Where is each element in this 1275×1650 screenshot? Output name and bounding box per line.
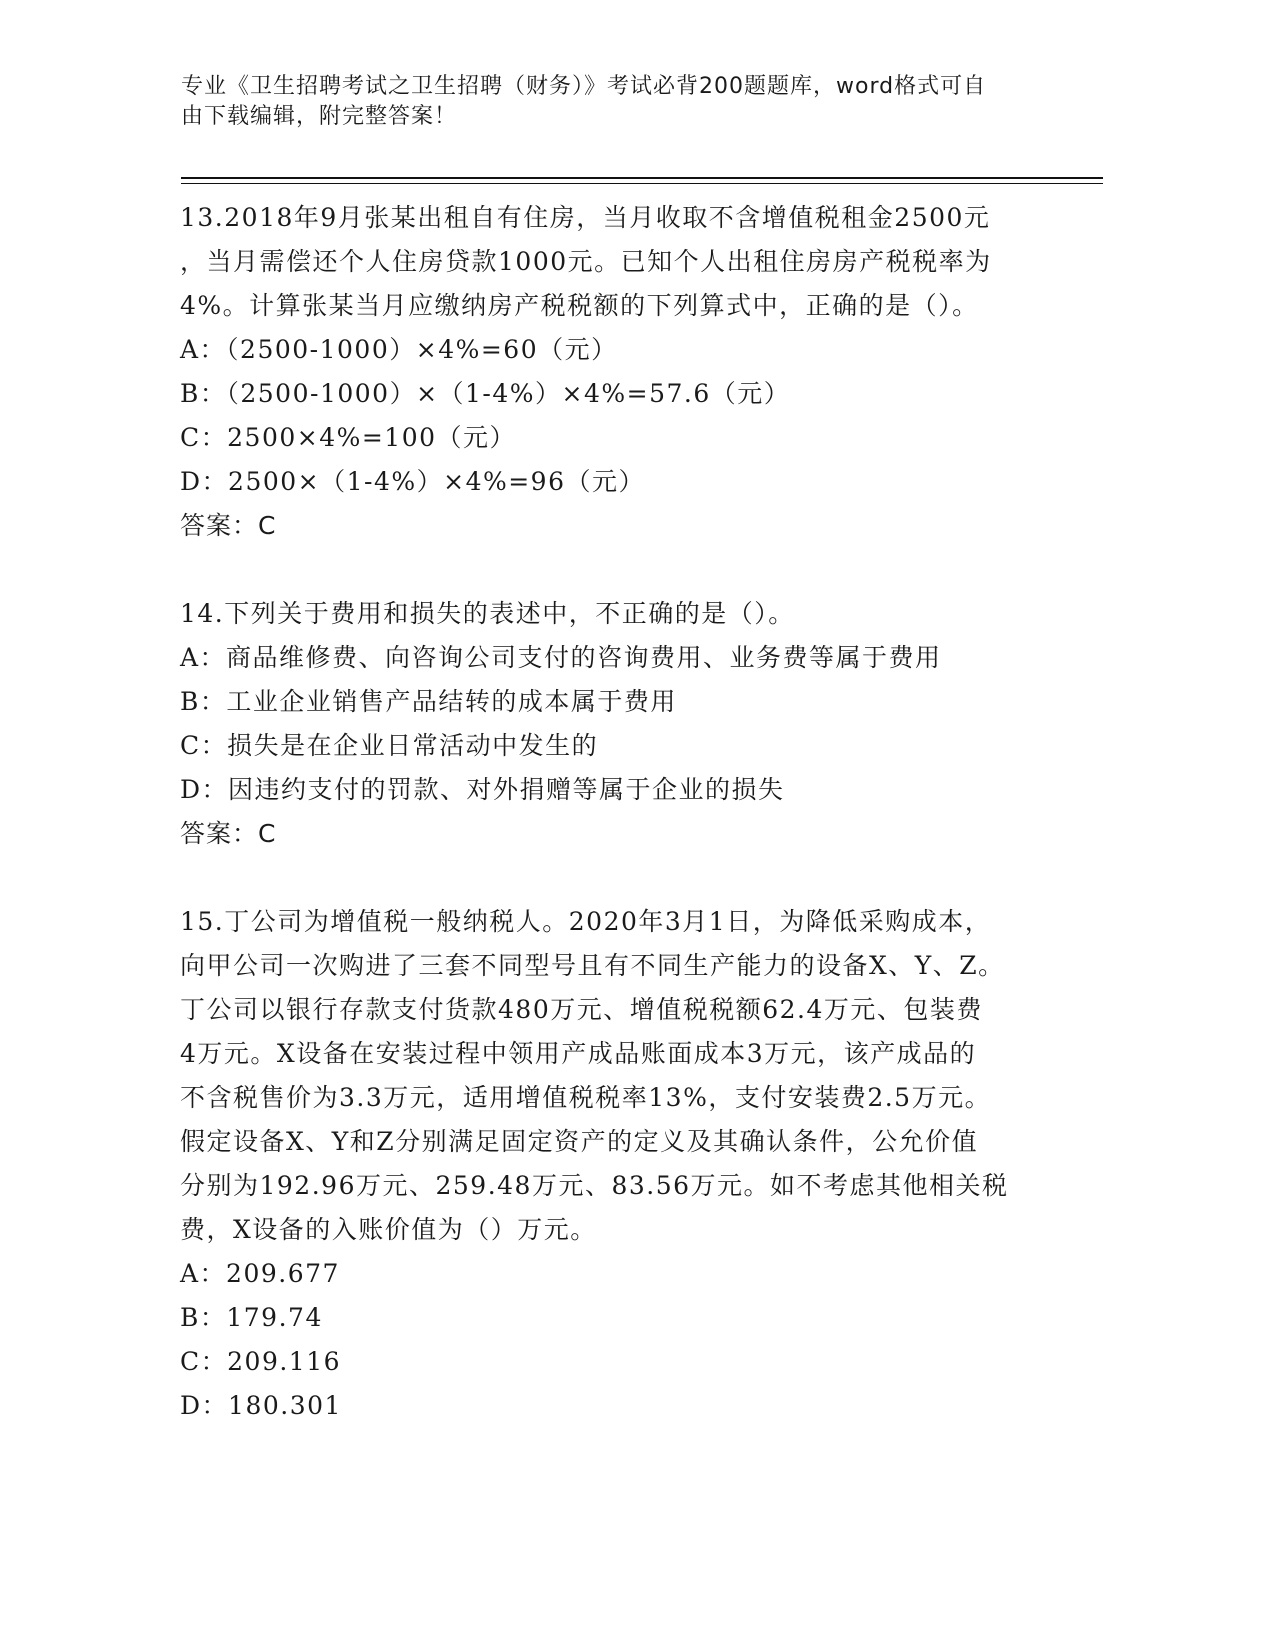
question-15 bbox=[180, 900, 1040, 1428]
header-divider-thick bbox=[181, 177, 1103, 179]
answer-line: 答案：C bbox=[180, 819, 277, 848]
option-c: C：2500×4%=100（元） bbox=[180, 423, 517, 452]
option-d: D：180.301 bbox=[180, 1391, 342, 1420]
question-stem-line: 15.丁公司为增值税一般纳税人。2020年3月1日，为降低采购成本， bbox=[180, 907, 992, 936]
question-stem-line: ，当月需偿还个人住房贷款1000元。已知个人出租住房房产税税率为 bbox=[180, 247, 992, 276]
question-stem-line: 4万元。X设备在安装过程中领用产成品账面成本3万元，该产成品的 bbox=[180, 1039, 977, 1068]
question-stem-line: 13.2018年9月张某出租自有住房，当月收取不含增值税租金2500元 bbox=[180, 203, 991, 232]
option-b: B：（2500-1000）×（1-4%）×4%=57.6（元） bbox=[180, 379, 791, 408]
option-a: A：（2500-1000）×4%=60（元） bbox=[180, 335, 618, 364]
option-a: A：商品维修费、向咨询公司支付的咨询费用、业务费等属于费用 bbox=[180, 643, 942, 672]
option-a: A：209.677 bbox=[180, 1259, 340, 1288]
question-list bbox=[180, 196, 1040, 1472]
question-14 bbox=[180, 592, 1040, 856]
header-line-2: 由下载编辑，附完整答案！ bbox=[181, 104, 458, 129]
option-d: D：2500×（1-4%）×4%=96（元） bbox=[180, 467, 645, 496]
question-stem-line: 14.下列关于费用和损失的表述中，不正确的是（）。 bbox=[180, 599, 795, 628]
question-13 bbox=[180, 196, 1040, 548]
option-d: D：因违约支付的罚款、对外捐赠等属于企业的损失 bbox=[180, 775, 785, 804]
question-stem-line: 分别为192.96万元、259.48万元、83.56万元。如不考虑其他相关税 bbox=[180, 1171, 1009, 1200]
document-header bbox=[181, 72, 1061, 132]
option-b: B：工业企业销售产品结转的成本属于费用 bbox=[180, 687, 677, 716]
answer-line: 答案：C bbox=[180, 511, 277, 540]
question-stem-line: 费，X设备的入账价值为（）万元。 bbox=[180, 1215, 597, 1244]
option-b: B：179.74 bbox=[180, 1303, 323, 1332]
question-stem-line: 4%。计算张某当月应缴纳房产税税额的下列算式中，正确的是（）。 bbox=[180, 291, 979, 320]
question-stem-line: 假定设备X、Y和Z分别满足固定资产的定义及其确认条件，公允价值 bbox=[180, 1127, 979, 1156]
option-c: C：209.116 bbox=[180, 1347, 342, 1376]
question-stem-line: 不含税售价为3.3万元，适用增值税税率13%，支付安装费2.5万元。 bbox=[180, 1083, 992, 1112]
question-stem-line: 丁公司以银行存款支付货款480万元、增值税税额62.4万元、包装费 bbox=[180, 995, 983, 1024]
option-c: C：损失是在企业日常活动中发生的 bbox=[180, 731, 599, 760]
question-stem-line: 向甲公司一次购进了三套不同型号且有不同生产能力的设备X、Y、Z。 bbox=[180, 951, 1005, 980]
header-divider-thin bbox=[181, 183, 1103, 184]
header-line-1: 专业《卫生招聘考试之卫生招聘（财务）》考试必背200题题库，word格式可自 bbox=[181, 74, 987, 99]
